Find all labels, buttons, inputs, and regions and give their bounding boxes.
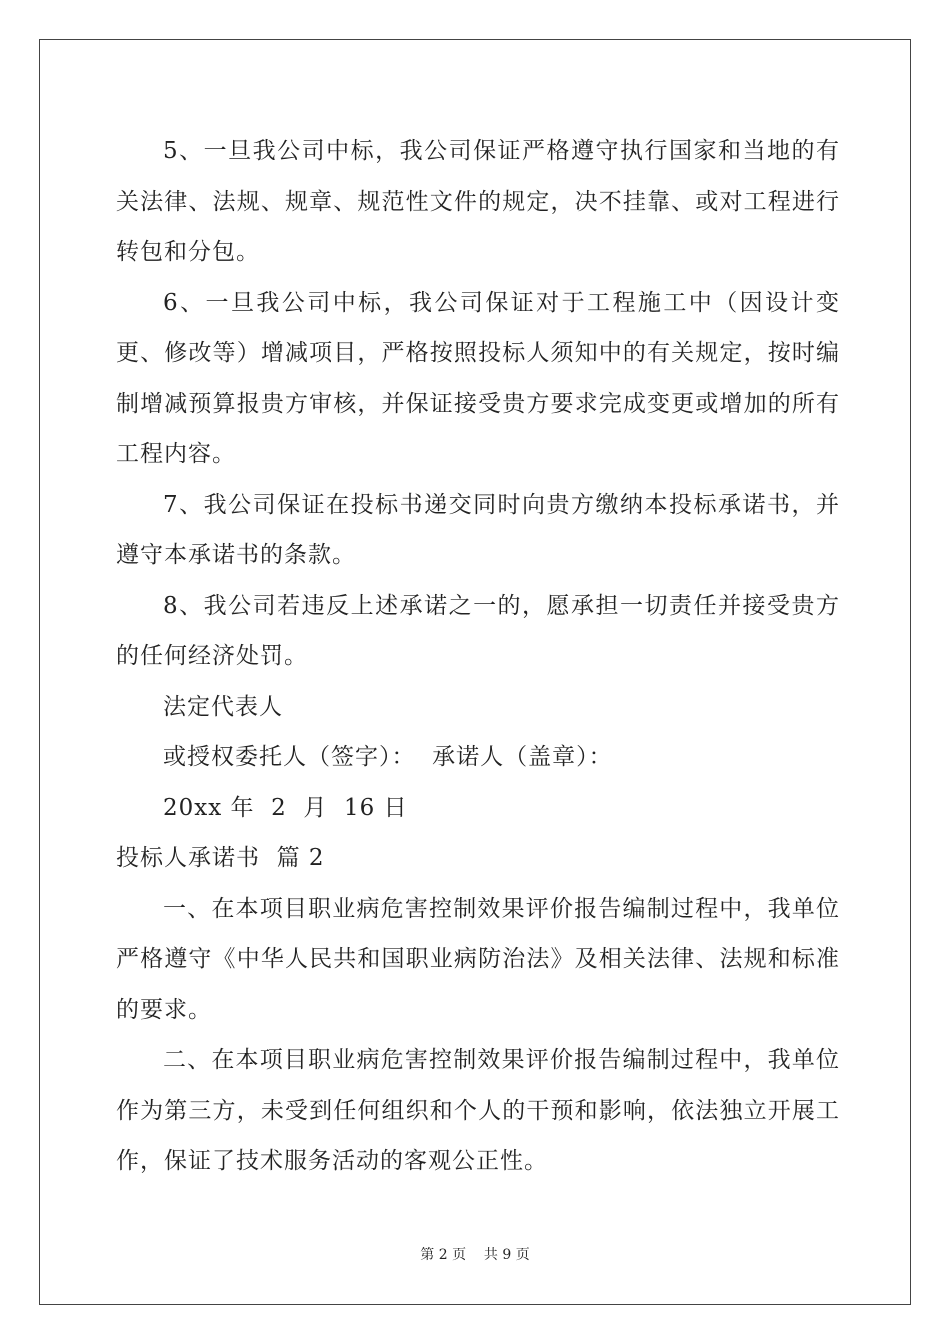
clause-5: 5、一旦我公司中标，我公司保证严格遵守执行国家和当地的有关法律、法规、规章、规范性文件的规定，决不挂靠、或对工程进行转包和分包。 [116,138,840,265]
document-body [116,126,840,1187]
clause-6: 6、一旦我公司中标，我公司保证对于工程施工中（因设计变更、修改等）增减项目，严格按照投标人须知中的有关规定，按时编制增减预算报贵方审核，并保证接受贵方要求完成变更或增加的所有工程内容。 [116,289,840,467]
page-footer: 第 2 页 共 9 页 [420,1247,530,1263]
clause-7: 7、我公司保证在投标书递交同时向贵方缴纳本投标承诺书，并遵守本承诺书的条款。 [116,491,840,568]
signature-date: 20xx 年 2 月 16 日 [163,794,408,821]
signature-rep: 法定代表人 [163,693,283,720]
clause-8: 8、我公司若违反上述承诺之一的，愿承担一切责任并接受贵方的任何经济处罚。 [116,592,840,669]
commitment-1: 一、在本项目职业病危害控制效果评价报告编制过程中，我单位严格遵守《中华人民共和国职业病防治法》及相关法律、法规和标准的要求。 [116,895,840,1023]
signature-authorized: 或授权委托人（签字）： 承诺人（盖章）： [163,744,613,770]
commitment-2: 二、在本项目职业病危害控制效果评价报告编制过程中，我单位作为第三方，未受到任何组织和个人的干预和影响，依法独立开展工作，保证了技术服务活动的客观公正性。 [116,1047,840,1174]
section-title: 投标人承诺书 篇 2 [116,845,325,871]
